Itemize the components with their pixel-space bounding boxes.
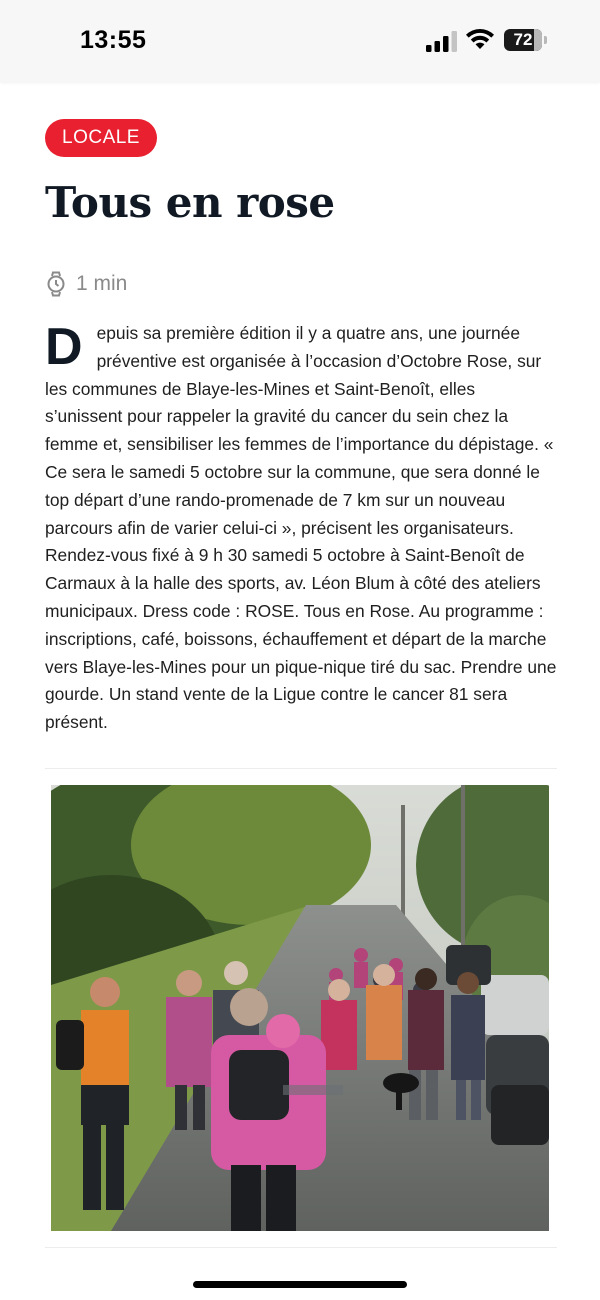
watch-icon [46,271,66,297]
article-text: epuis sa première édition il y a quatre ans, une journée préventive est organisée à l’occasion d’Octobre Rose, sur les communes de Blaye-les-Mines et Saint-Benoît, elles s’unissent pour rappeler la gravité du cancer du sein chez la femme et, sensibiliser les femmes de l’importance du dépistage. « Ce sera le samedi 5 octobre sur la commune, que sera donné le top départ d’une rando-promenade de 7 km sur un nouveau parcours afin de varier celui-ci », précisent les organisateurs. Rendez-vous fixé à 9 h 30 samedi 5 octobre à Saint-Benoît de Carmaux à la halle des sports, av. Léon Blum à côté des ateliers municipaux. Dress code : ROSE. Tous en Rose. Au programme : inscriptions, café, boissons, échauffement et départ de la marche vers Blaye-les-Mines pour un pique-nique tiré du sac. Prendre une gourde. Un stand vente de la Ligue contre le cancer 81 sera présent. [45,323,557,733]
status-time: 13:55 [80,26,147,54]
article-body [45,320,557,737]
divider-bottom [45,1247,557,1248]
reading-time-label: 1 min [76,272,128,295]
status-bar [0,0,600,82]
article-title: Tous en rose [45,178,335,227]
battery-icon [504,29,542,51]
home-indicator[interactable] [193,1281,407,1288]
battery-nub [544,36,547,44]
divider-top [45,768,557,769]
drop-cap: D [45,318,83,376]
photo-walkers-illustration [51,785,549,1231]
category-badge[interactable]: LOCALE [45,119,157,157]
battery-percentage: 72 [513,30,533,49]
battery-level [534,29,542,51]
wifi-icon [466,28,494,50]
reading-time [46,270,127,298]
article-photo[interactable] [51,785,549,1231]
signal-icon [426,30,458,52]
